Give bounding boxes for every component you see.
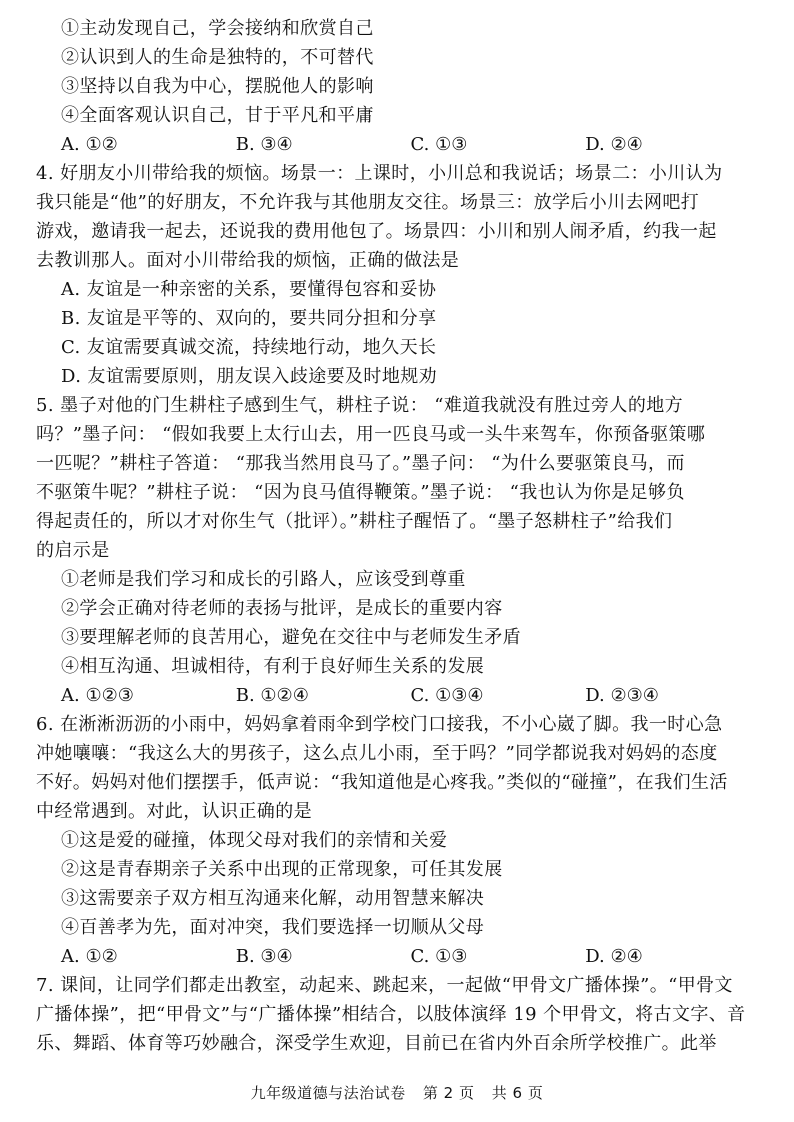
q7-stem-line-1: 7. 课间，让同学们都走出教室，动起来、跳起来，一起做“甲骨文广播体操”。“甲骨文 <box>36 975 733 996</box>
q5-stem-line-6: 的启示是 <box>36 540 110 561</box>
q3-choice-d: D. ②④ <box>585 134 643 155</box>
q4-option-d: D. 友谊需要原则，朋友误入歧途要及时地规劝 <box>61 366 438 387</box>
question-5 <box>36 391 760 710</box>
q6-choice-a: A. ①② <box>61 946 118 967</box>
q3-statement-3: ③坚持以自我为中心，摆脱他人的影响 <box>61 76 374 97</box>
q6-statement-1: ①这是爱的碰撞，体现父母对我们的亲情和关爱 <box>61 830 448 851</box>
q6-stem-line-3: 不好。妈妈对他们摆摆手，低声说：“我知道他是心疼我。”类似的“碰撞”，在我们生活 <box>36 772 728 793</box>
q5-statement-4: ④相互沟通、坦诚相待，有利于良好师生关系的发展 <box>61 656 485 677</box>
q5-stem-line-5: 得起责任的，所以才对你生气（批评）。”耕柱子醒悟了。“墨子怒耕柱子”给我们 <box>36 511 673 532</box>
q4-stem-line-3: 游戏，邀请我一起去，还说我的费用他包了。场景四：小川和别人闹矛盾，约我一起 <box>36 221 717 242</box>
q4-option-b: B. 友谊是平等的、双向的，要共同分担和分享 <box>61 308 437 329</box>
footer-total-pages: 共 6 页 <box>491 1084 544 1102</box>
q6-stem-line-2: 冲她嚷嚷：“我这么大的男孩子，这么点儿小雨，至于吗？”同学都说我对妈妈的态度 <box>36 743 718 764</box>
footer-page-number: 第 2 页 <box>422 1084 475 1102</box>
q5-choice-d: D. ②③④ <box>585 685 659 706</box>
q6-choice-d: D. ②④ <box>585 946 643 967</box>
q4-stem-line-4: 去教训那人。面对小川带给我的烦恼，正确的做法是 <box>36 250 460 271</box>
q7-stem-line-3: 乐、舞蹈、体育等巧妙融合，深受学生欢迎，目前已在省内外百余所学校推广。此举 <box>36 1033 717 1054</box>
q3-statement-1: ①主动发现自己，学会接纳和欣赏自己 <box>61 18 374 39</box>
q5-stem-line-4: 不驱策牛呢？”耕柱子说： “因为良马值得鞭策。”墨子说： “我也认为你是足够负 <box>36 482 685 503</box>
q6-stem-line-1: 6. 在淅淅沥沥的小雨中，妈妈拿着雨伞到学校门口接我，不小心崴了脚。我一时心急 <box>36 714 723 735</box>
q5-stem-line-3: 一匹呢？”耕柱子答道： “那我当然用良马了。”墨子问： “为什么要驱策良马，而 <box>36 453 685 474</box>
question-6 <box>36 710 760 971</box>
q6-statement-4: ④百善孝为先，面对冲突，我们要选择一切顺从父母 <box>61 917 485 938</box>
q4-option-c: C. 友谊需要真诚交流，持续地行动，地久天长 <box>61 337 437 358</box>
q5-statement-3: ③要理解老师的良苦用心，避免在交往中与老师发生矛盾 <box>61 627 521 648</box>
q5-statement-2: ②学会正确对待老师的表扬与批评，是成长的重要内容 <box>61 598 503 619</box>
q3-choice-a: A. ①② <box>61 134 118 155</box>
q5-choices <box>36 681 760 710</box>
exam-content <box>36 14 760 1058</box>
q3-choice-c: C. ①③ <box>410 134 468 155</box>
q6-statement-2: ②这是青春期亲子关系中出现的正常现象，可任其发展 <box>61 859 503 880</box>
q6-stem-line-4: 中经常遇到。对此，认识正确的是 <box>36 801 312 822</box>
page-footer <box>0 1082 794 1103</box>
q5-choice-b: B. ①②④ <box>235 685 309 706</box>
question-7 <box>36 971 760 1058</box>
q5-stem-line-1: 5. 墨子对他的门生耕柱子感到生气，耕柱子说： “难道我就没有胜过旁人的地方 <box>36 395 684 416</box>
q6-statement-3: ③这需要亲子双方相互沟通来化解，动用智慧来解决 <box>61 888 485 909</box>
question-4 <box>36 159 760 391</box>
q3-choice-b: B. ③④ <box>235 134 293 155</box>
q4-option-a: A. 友谊是一种亲密的关系，要懂得包容和妥协 <box>61 279 437 300</box>
q3-choices <box>36 130 760 159</box>
q6-choice-b: B. ③④ <box>235 946 293 967</box>
q4-stem-line-1: 4. 好朋友小川带给我的烦恼。场景一：上课时，小川总和我说话；场景二：小川认为 <box>36 163 723 184</box>
q6-choice-c: C. ①③ <box>410 946 468 967</box>
q4-stem-line-2: 我只能是“他”的好朋友，不允许我与其他朋友交往。场景三：放学后小川去网吧打 <box>36 192 700 213</box>
q5-choice-a: A. ①②③ <box>61 685 134 706</box>
footer-exam-title: 九年级道德与法治试卷 <box>250 1084 406 1102</box>
q7-stem-line-2: 广播体操”，把“甲骨文”与“广播体操”相结合，以肢体演绎 19 个甲骨文，将古文字、音 <box>36 1004 746 1025</box>
question-3 <box>36 14 760 159</box>
q6-choices <box>36 942 760 971</box>
q3-statement-2: ②认识到人的生命是独特的，不可替代 <box>61 47 374 68</box>
q5-choice-c: C. ①③④ <box>410 685 484 706</box>
q3-statement-4: ④全面客观认识自己，甘于平凡和平庸 <box>61 105 374 126</box>
q5-stem-line-2: 吗？”墨子问： “假如我要上太行山去，用一匹良马或一头牛来驾车，你预备驱策哪 <box>36 424 706 445</box>
q5-statement-1: ①老师是我们学习和成长的引路人，应该受到尊重 <box>61 569 466 590</box>
